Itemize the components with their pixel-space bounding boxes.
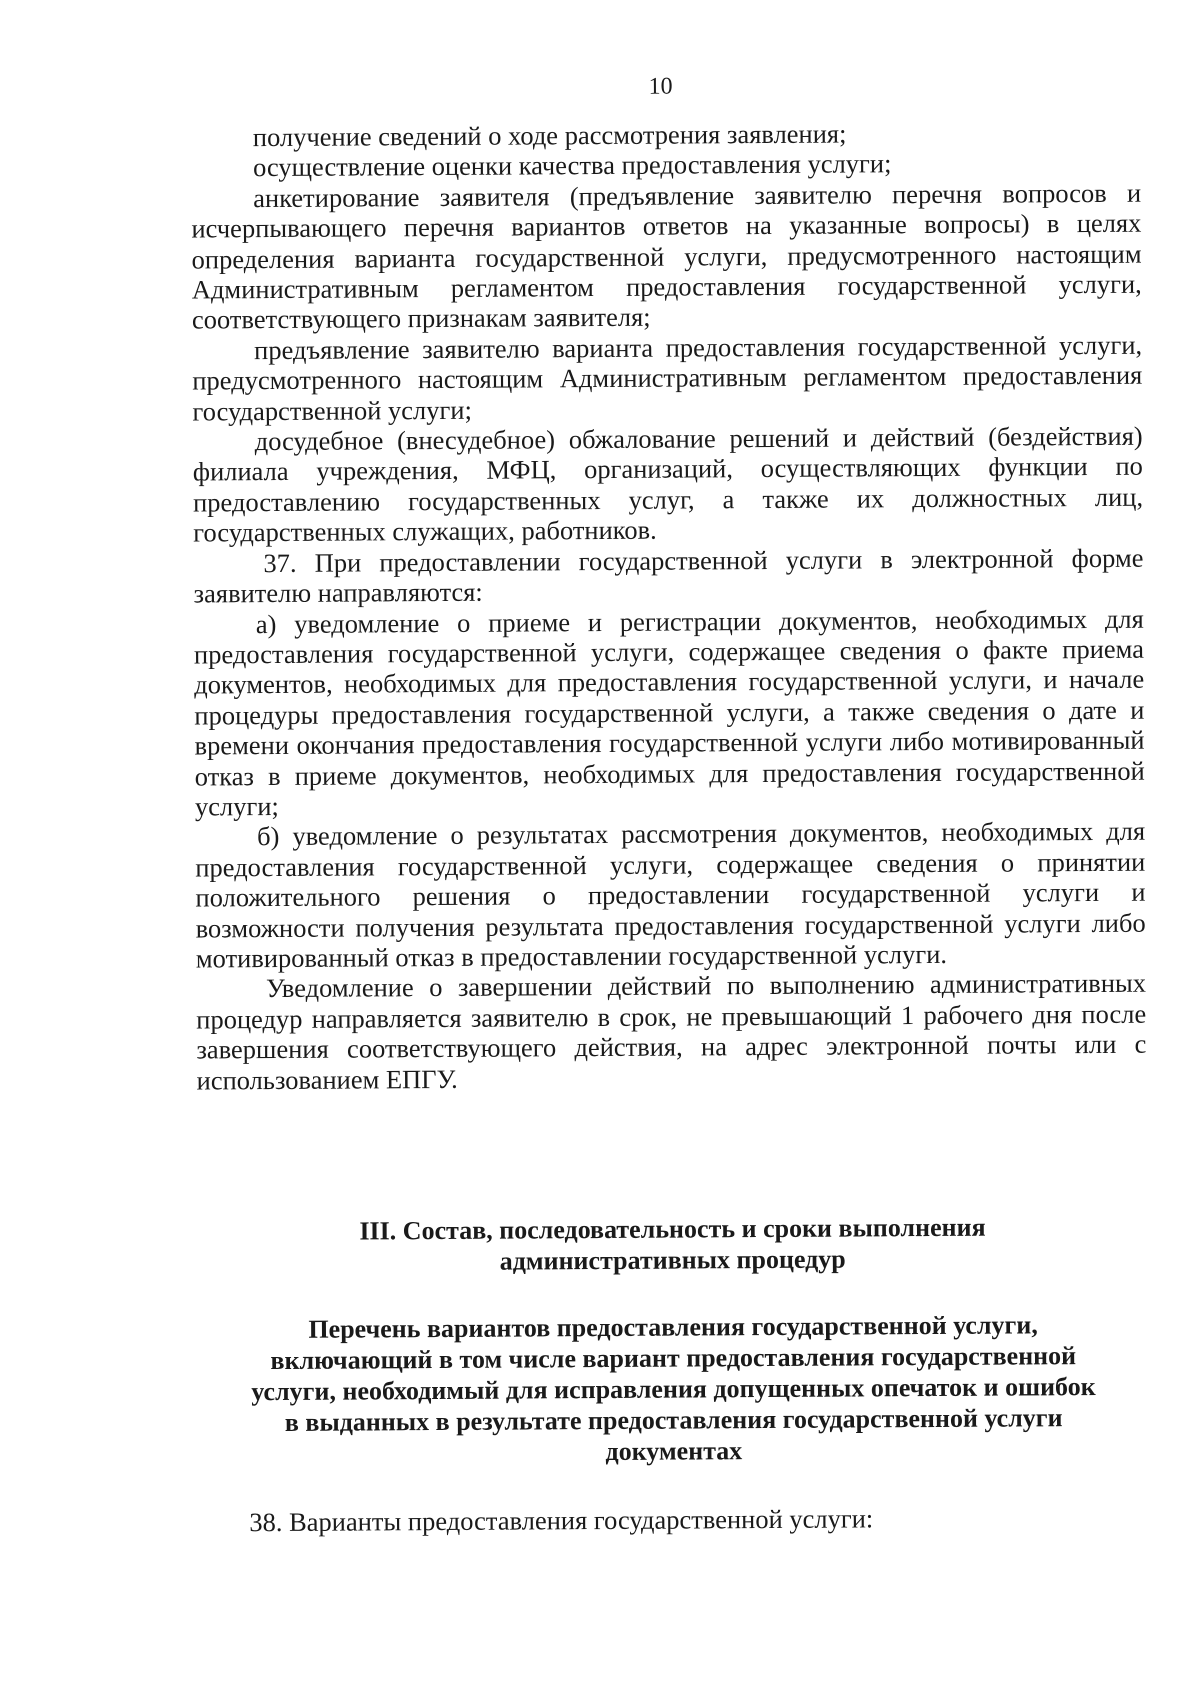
paragraph-37b: б) уведомление о результатах рассмотрения документов, необходимых для предоставления государственной услуги, содержащее сведения о принятии положительного решения о предоставлении государственной услуги и возможности получения результата предоставления государственной услуги либо мотивированный отказ в предоставлении государственной услуги. xyxy=(195,816,1146,974)
paragraph-progress-info: получение сведений о ходе рассмотрения заявления; xyxy=(252,118,847,153)
section-heading xyxy=(197,1211,1147,1279)
paragraph-variant-presentation: предъявление заявителю варианта предоставления государственной услуги, предусмотренного настоящим Административным регламентом предоставления государственной услуги; xyxy=(192,329,1143,427)
section-heading-line: административных процедур xyxy=(499,1244,846,1276)
section-heading-line: III. Состав, последовательность и сроки выполнения xyxy=(359,1212,986,1246)
paragraph-37: 37. При предоставлении государственной услуги в электронной форме заявителю направляются: xyxy=(193,542,1144,609)
body-text xyxy=(191,117,1147,1096)
subsection-heading xyxy=(198,1309,1149,1470)
page-number: 10 xyxy=(648,73,673,100)
paragraph-questionnaire: анкетирование заявителя (предъявление заявителю перечня вопросов и исчерпывающего перечня вариантов ответов на указанные вопросы) в целях определения варианта государственной услуги, предусмотренного настоящим Административным регламентом предоставления государственной услуги, соответствующего признакам заявителя; xyxy=(191,177,1142,335)
subsection-heading-line: в выданных в результате предоставления государственной услуги xyxy=(284,1403,1063,1437)
subsection-heading-line: услуги, необходимый для исправления допущенных опечаток и ошибок xyxy=(251,1371,1096,1407)
paragraph-pretrial-appeal: досудебное (внесудебное) обжалование решений и действий (бездействия) филиала учреждения, МФЦ, организаций, осуществляющих функции по предоставлению государственных услуг, а также их должностных лиц, государственных служащих, работников. xyxy=(192,420,1144,548)
subsection-heading-line: документах xyxy=(605,1436,743,1466)
subsection-heading-line: Перечень вариантов предоставления государственной услуги, xyxy=(308,1310,1038,1344)
paragraph-38: 38. Варианты предоставления государственной услуги: xyxy=(249,1503,874,1538)
paragraph-notification: Уведомление о завершении действий по выполнению административных процедур направляется заявителю в срок, не превышающий 1 рабочего дня после завершения соответствующего действия, на адрес электронной почты или с использованием ЕПГУ. xyxy=(196,968,1147,1096)
subsection-heading-line: включающий в том числе вариант предоставления государственной xyxy=(270,1341,1077,1376)
paragraph-37a: а) уведомление о приеме и регистрации документов, необходимых для предоставления государственной услуги, содержащее сведения о факте приема документов, необходимых для предоставления государственной услуги, и начале процедуры предоставления государственной услуги, а также сведения о дате и времени окончания предоставления государственной услуги либо мотивированный отказ в приеме документов, необходимых для предоставления государственной услуги; xyxy=(193,603,1145,822)
paragraph-quality-assessment: осуществление оценки качества предоставления услуги; xyxy=(252,148,892,183)
